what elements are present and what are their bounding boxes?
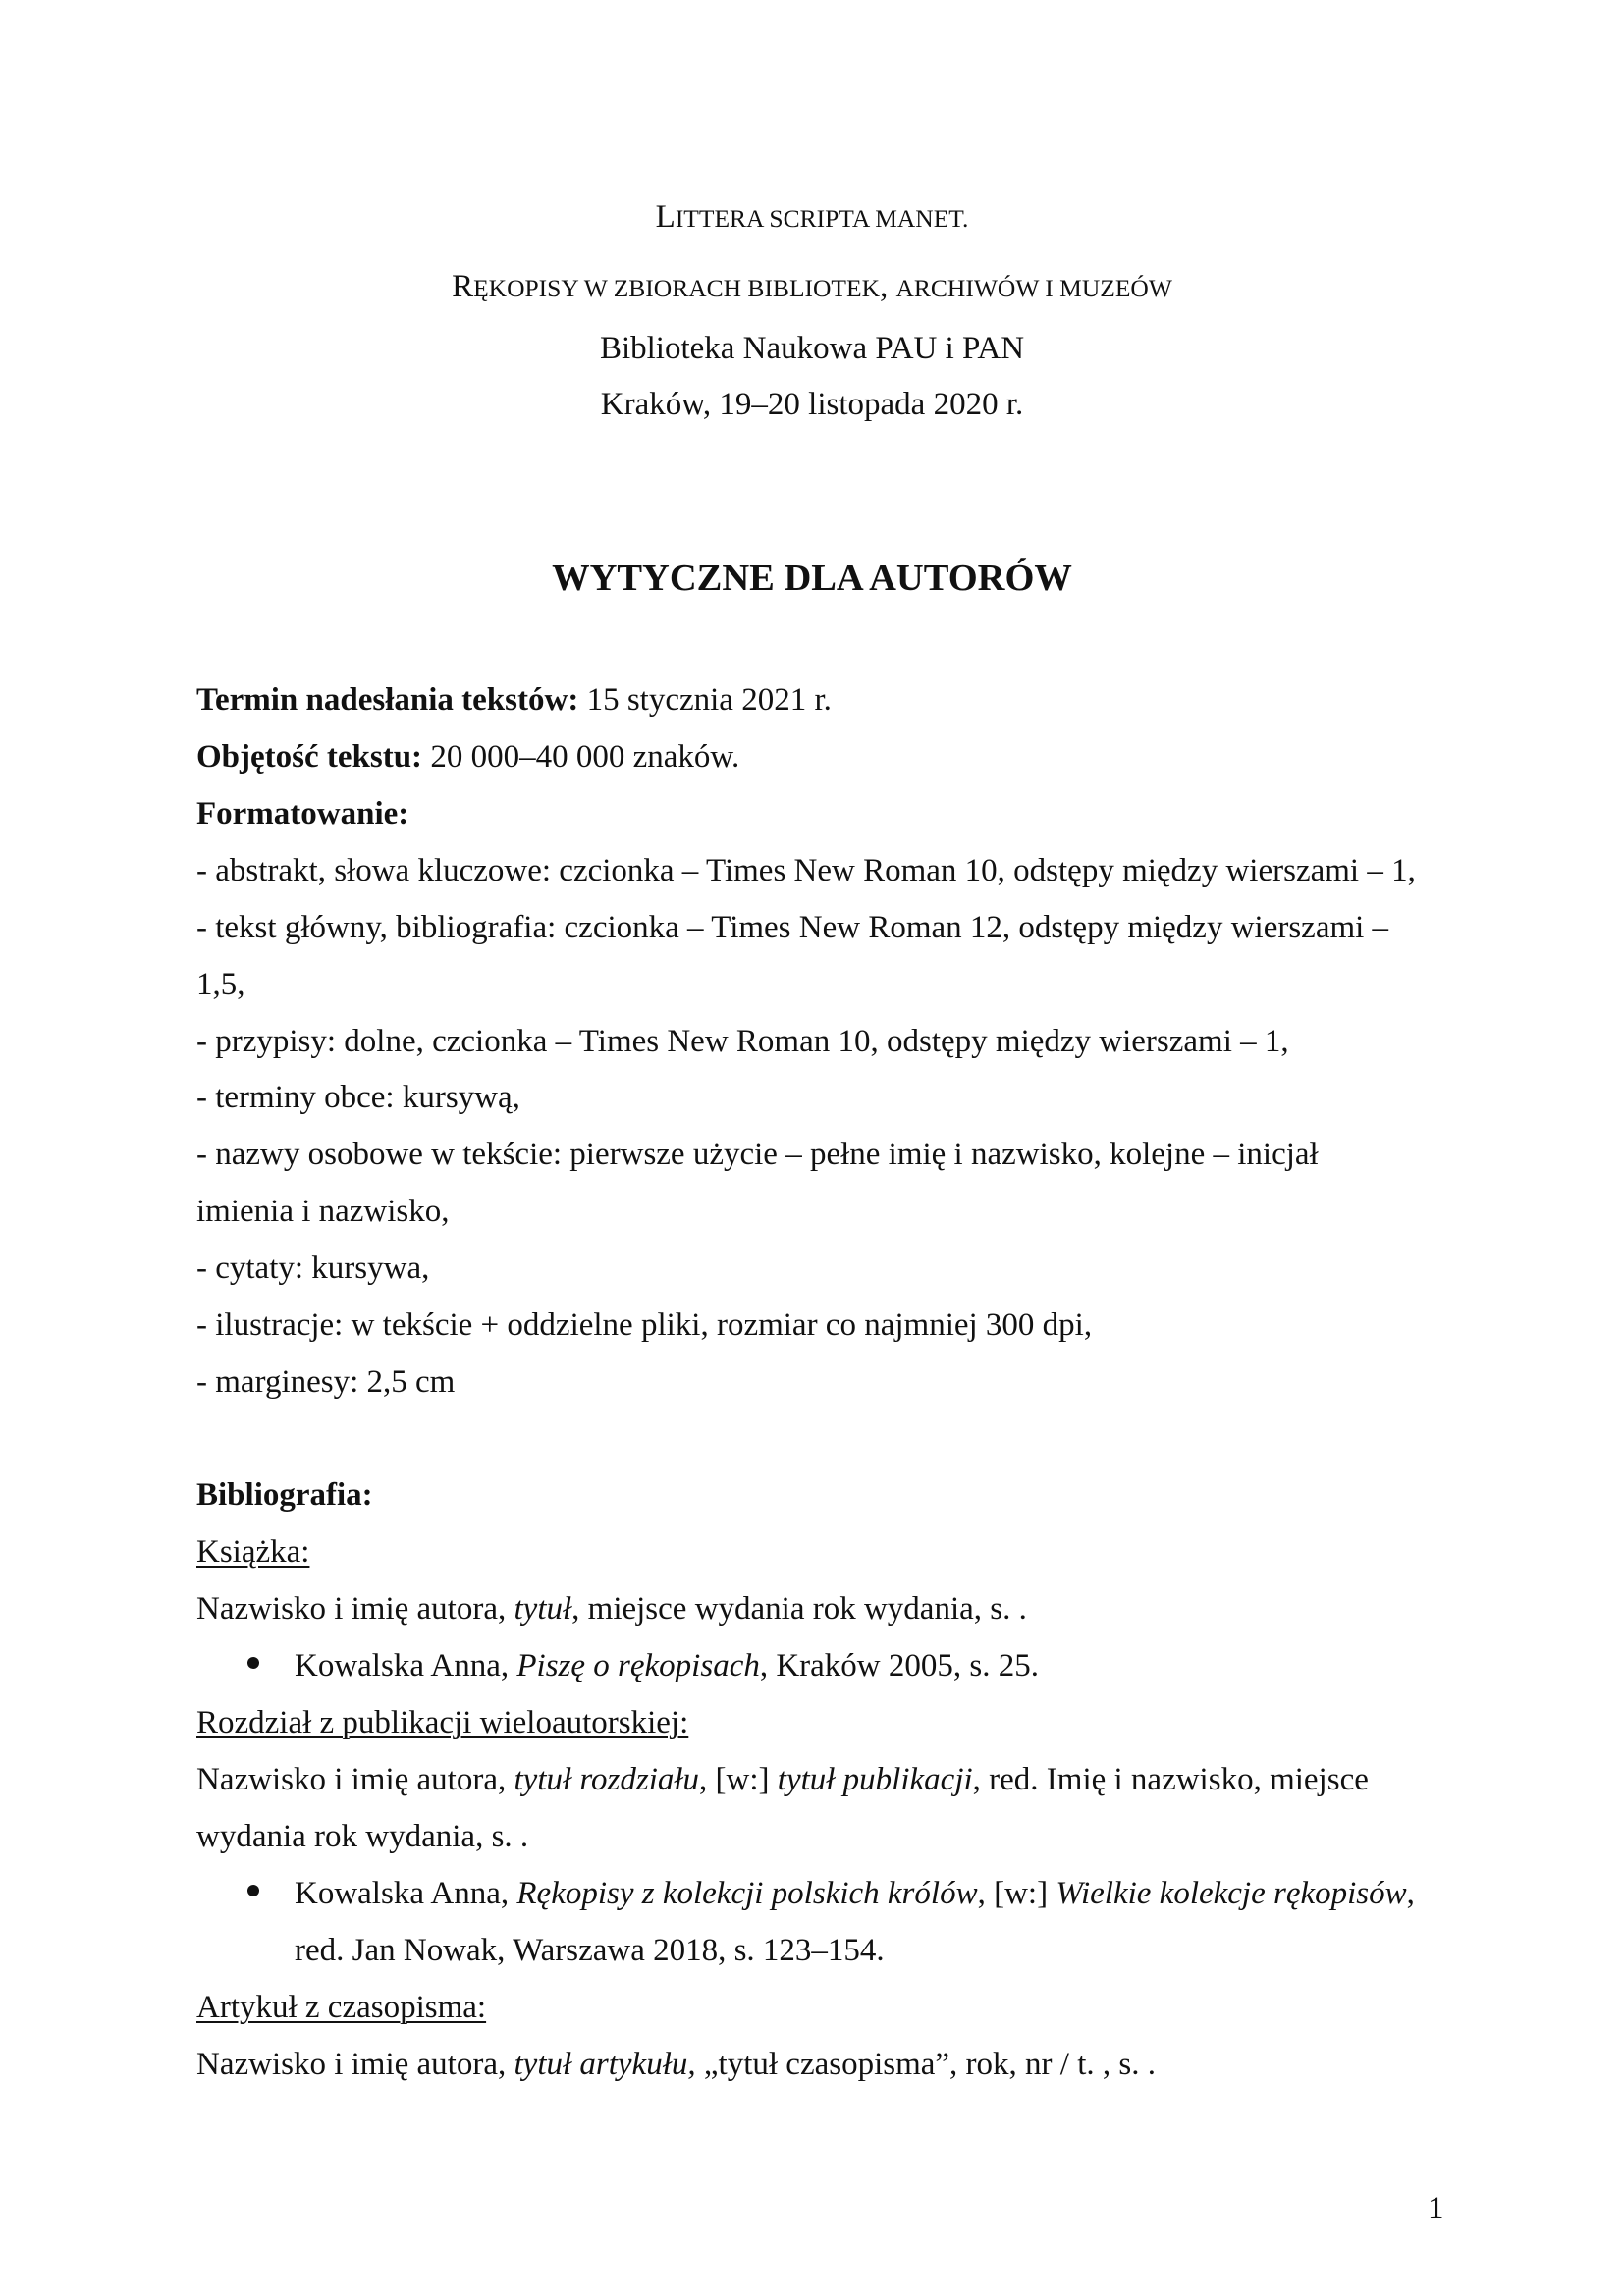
chapter-example: Kowalska Anna, Rękopisy z kolekcji polskich królów, [w:] Wielkie kolekcje rękopisów, [295,1876,1415,1911]
formatting-item-continued: imienia i nazwisko, [196,1194,450,1229]
formatting-item: - tekst główny, bibliografia: czcionka – Times New Roman 12, odstępy między wierszami – [196,910,1389,945]
date-line: Kraków, 19–20 listopada 2020 r. [600,387,1024,422]
conference-title: LITTERA SCRIPTA MANET. [655,199,969,235]
length-line [196,741,739,774]
chapter-example-continued: red. Jan Nowak, Warszawa 2018, s. 123–154. [295,1933,885,1968]
formatting-heading: Formatowanie: [196,796,409,831]
deadline-value: 15 stycznia 2021 r. [578,682,832,718]
article-pattern: Nazwisko i imię autora, tytuł artykułu, „tytuł czasopisma”, rok, nr / t. , s. . [196,2047,1156,2082]
formatting-item: - abstrakt, słowa kluczowe: czcionka – Times New Roman 10, odstępy między wierszami – 1, [196,853,1416,888]
formatting-item: - nazwy osobowe w tekście: pierwsze użycie – pełne imię i nazwisko, kolejne – inicjał [196,1137,1319,1172]
book-label: Książka: [196,1534,310,1570]
formatting-item: - ilustracje: w tekście + oddzielne pliki, rozmiar co najmniej 300 dpi, [196,1308,1093,1343]
formatting-item: - terminy obce: kursywą, [196,1080,520,1115]
bullet-icon [247,1885,259,1896]
formatting-item: - cytaty: kursywa, [196,1251,430,1286]
chapter-pattern-continued: wydania rok wydania, s. . [196,1819,529,1854]
bullet-icon [247,1657,259,1669]
page-number: 1 [1428,2191,1444,2226]
chapter-pattern: Nazwisko i imię autora, tytuł rozdziału, [w:] tytuł publikacji, red. Imię i nazwisko, miejsce [196,1762,1369,1797]
formatting-item: - przypisy: dolne, czcionka – Times New Roman 10, odstępy między wierszami – 1, [196,1024,1289,1059]
formatting-item: - marginesy: 2,5 cm [196,1364,456,1400]
article-label: Artykuł z czasopisma: [196,1990,487,2025]
page-title: WYTYCZNE DLA AUTORÓW [552,558,1072,599]
formatting-item-continued: 1,5, [196,967,245,1002]
deadline-line [196,684,832,717]
length-value: 20 000–40 000 znaków. [422,739,740,774]
conference-subtitle: RĘKOPISY W ZBIORACH BIBLIOTEK, ARCHIWÓW I MUZEÓW [452,269,1172,304]
bibliography-heading: Bibliografia: [196,1477,373,1513]
book-example: Kowalska Anna, Piszę o rękopisach, Kraków 2005, s. 25. [295,1648,1039,1683]
chapter-label: Rozdział z publikacji wieloautorskiej: [196,1705,689,1740]
deadline-label: Termin nadesłania tekstów: [196,682,579,718]
organizer-line: Biblioteka Naukowa PAU i PAN [599,331,1025,366]
length-label: Objętość tekstu: [196,739,423,774]
book-pattern: Nazwisko i imię autora, tytuł, miejsce wydania rok wydania, s. . [196,1591,1027,1627]
